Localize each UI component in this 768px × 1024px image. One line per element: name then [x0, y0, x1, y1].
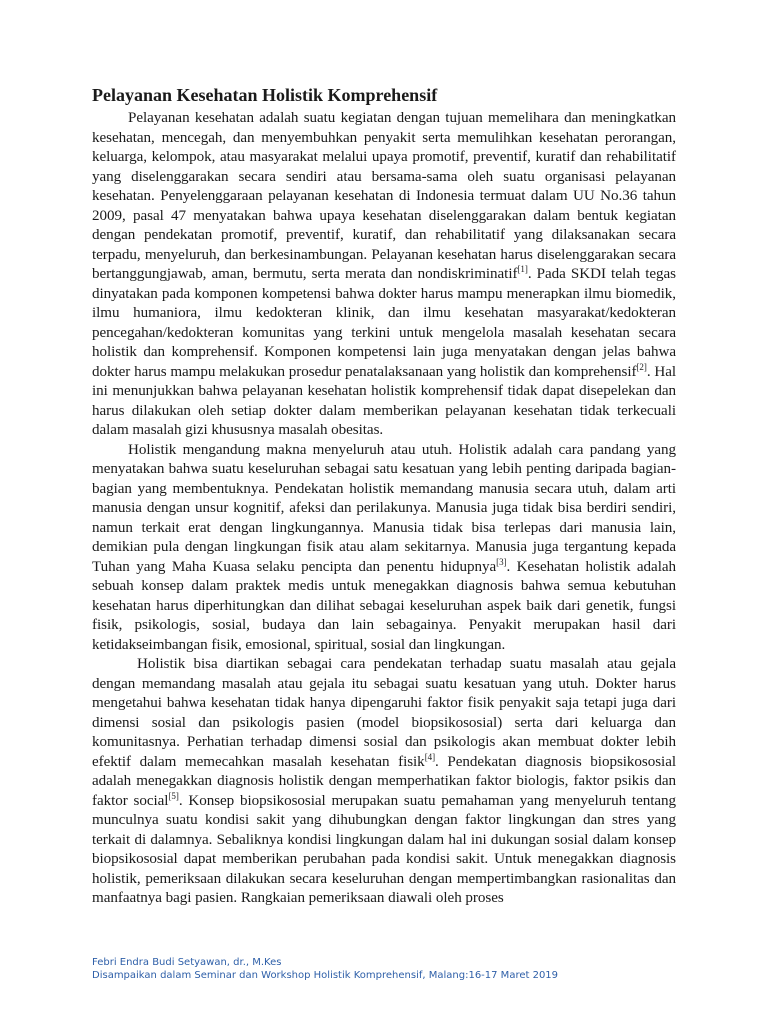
citation-ref: [2] — [636, 361, 647, 372]
paragraph-text: Holistik mengandung makna menyeluruh atau utuh. Holistik adalah cara pandang yang menyatakan bahwa suatu keseluruhan sebagai satu kesatuan yang lebih penting daripada bagian-bagian yang membentuknya. Pendekatan holistik memandang manusia secara utuh, dalam arti manusia dengan unsur kognitif, afeksi dan perilakunya. Manusia juga tidak bisa berdiri sendiri, namun terkait erat dengan lingkungannya. Manusia tidak bisa terlepas dari manusia lain, demikian pula dengan lingkungan fisik atau alam sekitarnya. Manusia juga tergantung kepada Tuhan yang Maha Kuasa selaku pencipta dan penentu hidupnya — [92, 441, 676, 575]
document-body — [92, 109, 676, 909]
citation-ref: [5] — [168, 790, 179, 801]
paragraph-text: Holistik bisa diartikan sebagai cara pendekatan terhadap suatu masalah atau gejala dengan memandang masalah atau gejala itu sebagai suatu kesatuan yang utuh. Dokter harus mengetahui bahwa kesehatan tidak hanya dipengaruhi faktor fisik penyakit saja tetapi juga dari dimensi sosial dan psikologis pasien (model biopsikososial) serta dari keluarga dan komunitasnya. Perhatian terhadap dimensi sosial dan psikologis akan membuat dokter lebih efektif dalam memecahkan masalah kesehatan fisik — [92, 656, 676, 770]
footer-event: Disampaikan dalam Seminar dan Workshop Holistik Komprehensif, Malang:16-17 Maret 2019 — [92, 970, 559, 981]
citation-ref: [3] — [496, 556, 507, 567]
footer-author: Febri Endra Budi Setyawan, dr., M.Kes — [92, 957, 282, 968]
paragraph-text: Pelayanan kesehatan adalah suatu kegiatan dengan tujuan memelihara dan meningkatkan kesehatan, mencegah, dan menyembuhkan penyakit serta memulihkan kesehatan perorangan, keluarga, kelompok, atau masyarakat melalui upaya promotif, preventif, kuratif dan rehabilitatif yang diselenggarakan secara sendiri atau bersama-sama oleh suatu organisasi pelayanan kesehatan. Penyelenggaraan pelayanan kesehatan di Indonesia termuat dalam UU No.36 tahun 2009, pasal 47 menyatakan bahwa upaya kesehatan diselenggarakan dalam bentuk kegiatan dengan pendekatan promotif, preventif, kuratif, dan rehabilitatif yang dilaksanakan secara terpadu, menyeluruh, dan berkesinambungan. Pelayanan kesehatan harus diselenggarakan secara bertanggungjawab, aman, bermutu, serta merata dan nondiskriminatif — [92, 110, 676, 282]
paragraph-text: . Hal ini menunjukkan bahwa pelayanan kesehatan holistik komprehensif tidak dapat disepelekan dan harus dilakukan oleh setiap dokter dalam memberikan pelayanan kesehatan tidak terkecuali dalam masalah gizi khususnya masalah obesitas. — [92, 363, 676, 438]
paragraph-text: . Pada SKDI telah tegas dinyatakan pada komponen kompetensi bahwa dokter harus mampu menerapkan ilmu biomedik, ilmu humaniora, ilmu kedokteran klinik, dan ilmu kesehatan masyarakat/kedokteran pencegahan/kedokteran komunitas yang terkini untuk mengelola masalah kesehatan secara holistik dan komprehensif. Komponen kompetensi lain juga menyatakan dengan jelas bahwa dokter harus mampu melakukan prosedur penatalaksanaan yang holistik dan komprehensif — [92, 266, 677, 380]
document-title: Pelayanan Kesehatan Holistik Komprehensif — [92, 85, 438, 105]
citation-ref: [1] — [517, 264, 528, 274]
paragraph-1 — [92, 109, 676, 441]
paragraph-3 — [92, 655, 676, 909]
citation-ref: [4] — [424, 751, 436, 762]
page-footer — [92, 956, 692, 982]
paragraph-2 — [92, 441, 676, 656]
paragraph-text: . Kesehatan holistik adalah sebuah konsep dalam praktek medis untuk menegakkan diagnosis bahwa semua kebutuhan kesehatan harus diperhitungkan dan dilihat sebagai keseluruhan aspek baik dari genetik, fungsi fisik, psikologis, sosial, budaya dan lain sebagainya. Penyakit merupakan hasil dari ketidakseimbangan fisik, emosional, spiritual, sosial dan lingkungan. — [92, 558, 676, 653]
document-page — [92, 82, 676, 909]
paragraph-text: . Konsep biopsikososial merupakan suatu pemahaman yang menyeluruh tentang munculnya suatu kondisi sakit yang dihubungkan dengan faktor lingkungan dan stres yang terkait di dalamnya. Sebaliknya kondisi lingkungan dalam hal ini dukungan sosial dalam konsep biopsikososial dapat memberikan perubahan pada kondisi sakit. Untuk menegakkan diagnosis holistik, pemeriksaan dilakukan secara keseluruhan dengan mempertimbangkan rasionalitas dan manfaatnya bagi pasien. Rangkaian pemeriksaan diawali oleh proses — [92, 792, 677, 906]
paragraph-text: . Pendekatan diagnosis biopsikososial adalah menegakkan diagnosis holistik dengan memperhatikan faktor biologis, faktor psikis dan faktor social — [92, 753, 676, 809]
